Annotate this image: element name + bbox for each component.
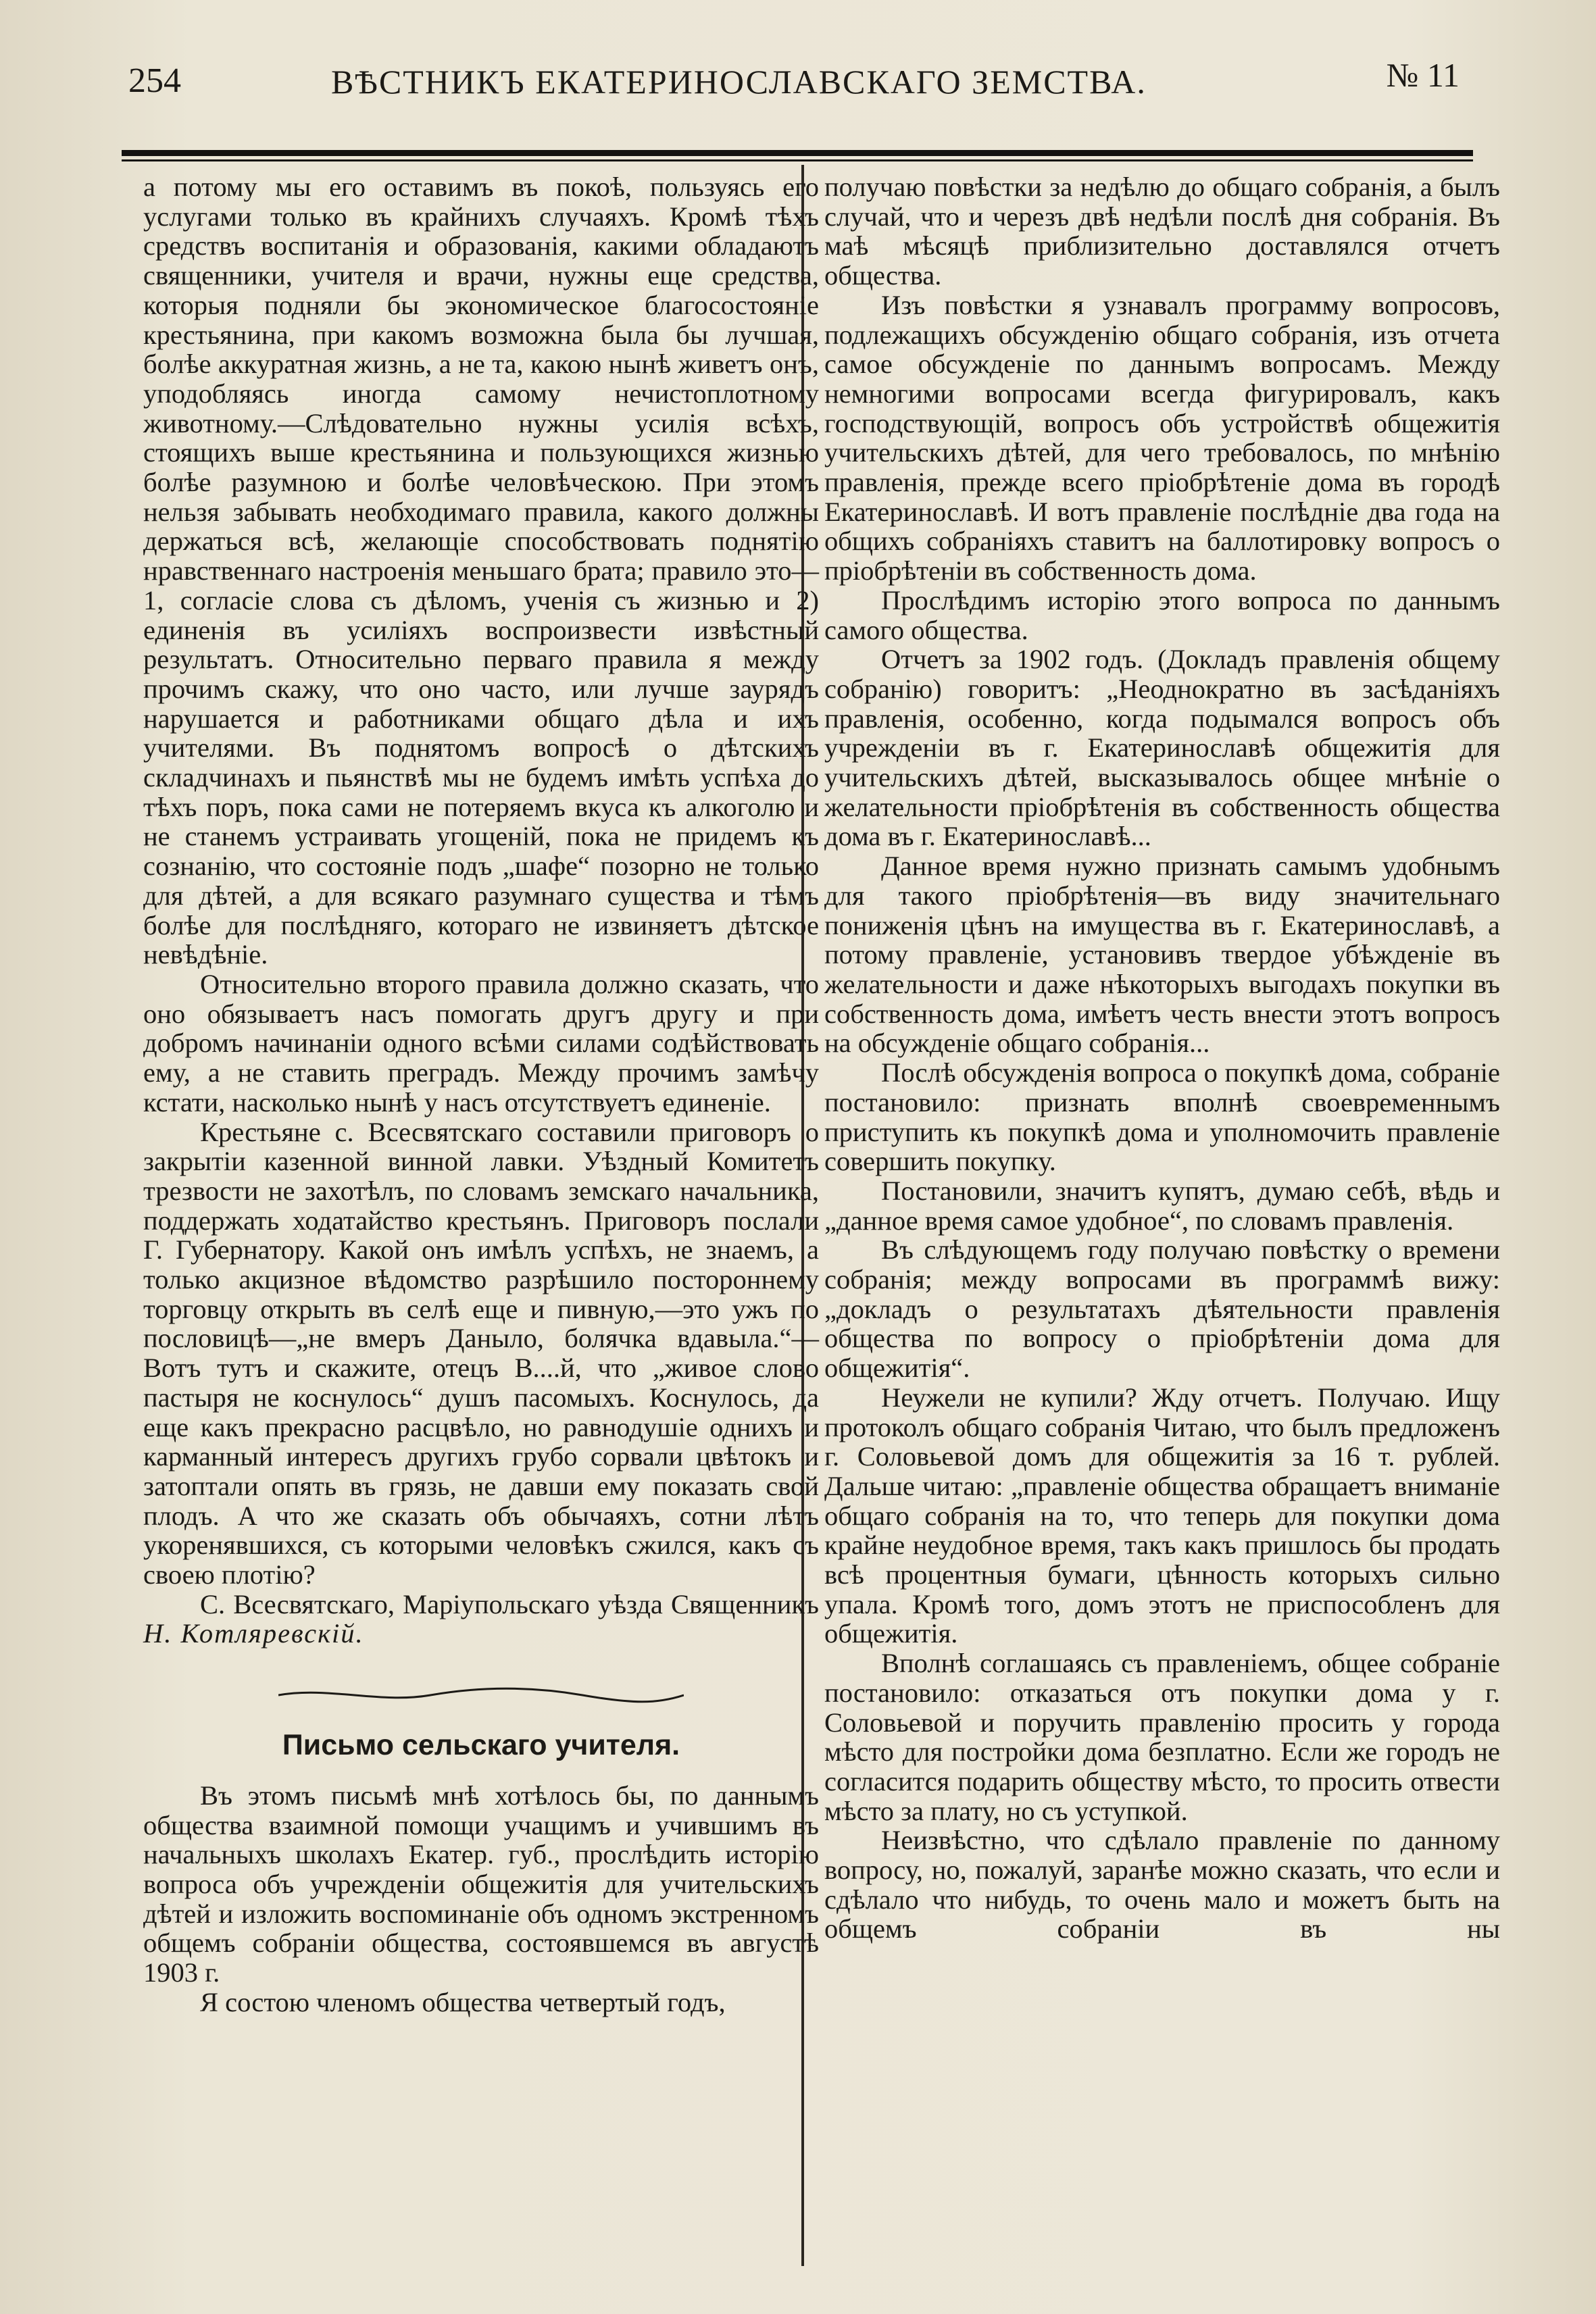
signature-name: Н. Котляревскій. bbox=[143, 1618, 364, 1649]
paragraph: Послѣ обсужденія вопроса о покупкѣ дома, собраніе постановило: признать вполнѣ своевременнымъ приступить къ покупкѣ дома и уполномочить правленіе совершить покупку. bbox=[824, 1057, 1500, 1177]
signature-line bbox=[143, 1590, 819, 1649]
paragraph: Крестьяне с. Всесвятскаго составили приговоръ о закрытіи казенной винной лавки. Уѣздный Комитетъ трезвости не захотѣлъ, по словамъ земскаго начальника, поддержать ходатайство крестьянъ. Приговоръ послали Г. Губернатору. Какой онъ имѣлъ успѣхъ, не знаемъ, а только акцизное вѣдомство разрѣшило постороннему торговцу открыть въ селѣ еще и пивную,—это ужъ по пословицѣ—„не вмеръ Даныло, болячка вдавыла.“—Вотъ тутъ и скажите, отецъ В....й, что „живое слово пастыря не коснулось“ душъ пасомыхъ. Коснулось, да еще какъ прекрасно расцвѣло, но равнодушіе однихъ и карманный интересъ другихъ грубо сорвали цвѣтокъ и затоптали опять въ грязь, не давши ему показать свой плодъ. А что же сказать объ обычаяхъ, сотни лѣтъ укоренявшихся, съ которыми человѣкъ сжился, какъ съ своею плотію? bbox=[143, 1116, 819, 1590]
paragraph: Въ слѣдующемъ году получаю повѣстку о времени собранія; между вопросами въ программѣ вижу: „докладъ о результатахъ дѣятельности правленія общества по вопросу о пріобрѣтеніи дома для общежитія“. bbox=[824, 1234, 1500, 1384]
journal-title: ВѢСТНИКЪ ЕКАТЕРИНОСЛАВСКАГО ЗЕМСТВА. bbox=[331, 63, 1147, 101]
signature-place: С. Всесвятскаго, Маріупольскаго уѣзда Священникъ bbox=[200, 1588, 819, 1619]
header-rule-thick bbox=[122, 150, 1473, 156]
paragraph: Вполнѣ соглашаясь съ правленіемъ, общее собраніе постановило: отказаться отъ покупки дома у г. Соловьевой и поручить правленію просить у города мѣсто для постройки дома безплатно. Если же городъ не согласится подарить обществу мѣсто, то просить отвести мѣсто за плату, но съ уступкой. bbox=[824, 1648, 1500, 1826]
page-number: 254 bbox=[128, 61, 181, 100]
paragraph: Относительно второго правила должно сказать, что оно обязываетъ насъ помогать другъ другу и при добромъ начинаніи одного всѣми силами содѣйствовать ему, а не ставить преградъ. Между прочимъ замѣчу кстати, насколько нынѣ у насъ отсутствуетъ единеніе. bbox=[143, 968, 819, 1117]
paragraph: а потому мы его оставимъ въ покоѣ, пользуясь его услугами только въ крайнихъ случаяхъ. Кромѣ тѣхъ средствъ воспитанія и образованія, какими обладаютъ священники, учителя и врачи, нужны еще средства, которыя подняли бы экономическое благосостояніе крестьянина, при какомъ возможна была бы лучшая, болѣе аккуратная жизнь, а не та, какою нынѣ живетъ онъ, уподобляясь иногда самому нечистоплотному животному.—Слѣдовательно нужны усилія всѣхъ, стоящихъ выше крестьянина и пользующихся жизнью болѣе разумною и болѣе человѣческою. При этомъ нельзя забывать необходимаго правила, какого должны держаться всѣ, желающіе способствовать поднятію нравственнаго настроенія меньшаго брата; правило это—1, согласіе слова съ дѣломъ, ученія съ жизнью и 2) единенія въ усиліяхъ воспроизвести извѣстный результатъ. Относительно перваго правила я между прочимъ скажу, что оно часто, или лучше заурядъ нарушается и работниками общаго дѣла и ихъ учителями. Въ поднятомъ вопросѣ о дѣтскихъ складчинахъ и пьянствѣ мы не будемъ имѣть успѣха до тѣхъ поръ, пока сами не потеряемъ вкуса къ алкоголю и не станемъ устраивать угощеній, пока не придемъ къ сознанію, что состояніе подъ „шафе“ позорно не только для дѣтей, а для всякаго разумнаго существа и тѣмъ болѣе для послѣдняго, котораго не извиняетъ дѣтское невѣдѣніе. bbox=[143, 172, 819, 970]
paragraph: Прослѣдимъ исторію этого вопроса по даннымъ самого общества. bbox=[824, 584, 1500, 645]
paragraph: получаю повѣстки за недѣлю до общаго собранія, а былъ случай, что и черезъ двѣ недѣли послѣ дня собранія. Въ маѣ мѣсяцѣ приблизительно доставлялся отчетъ общества. bbox=[824, 172, 1500, 291]
paragraph: Отчетъ за 1902 годъ. (Докладъ правленія общему собранію) говоритъ: „Неоднократно въ засѣданіяхъ правленія, особенно, когда подымался вопросъ объ учрежденіи въ г. Екатеринославѣ общежитія для учительскихъ дѣтей, высказывалось общее мнѣніе о желательности пріобрѣтенія въ собственность общества дома въ г. Екатеринославѣ... bbox=[824, 644, 1500, 852]
paragraph: Неужели не купили? Жду отчетъ. Получаю. Ищу протоколъ общаго собранія Читаю, что былъ предложенъ г. Соловьевой домъ для общежитія за 16 т. рублей. Дальше читаю: „правленіе общества обращаетъ вниманіе общаго собранія на то, что теперь для покупки дома крайне неудобное время, такъ какъ пришлось бы продать всѣ процентныя бумаги, цѣнность которыхъ сильно упала. Кромѣ того, домъ этотъ не приспособленъ для общежитія. bbox=[824, 1382, 1500, 1649]
header-rule-thin bbox=[122, 159, 1473, 161]
paragraph: Данное время нужно признать самымъ удобнымъ для такого пріобрѣтенія—въ виду значительнаго пониженія цѣнъ на имущества въ г. Екатеринославѣ, а потому правленіе, установивъ твердое убѣжденіе въ желательности и даже нѣкоторыхъ выгодахъ покупки въ собственность дома, имѣетъ честь внести этотъ вопросъ на обсужденіе общаго собранія... bbox=[824, 851, 1500, 1059]
page-header bbox=[122, 55, 1473, 116]
section-title: Письмо сельскаго учителя. bbox=[282, 1729, 680, 1762]
issue-number: № 11 bbox=[1386, 56, 1460, 94]
section-divider-ornament bbox=[278, 1686, 684, 1704]
paragraph: Я состою членомъ общества четвертый годъ, bbox=[200, 1986, 726, 2017]
paragraph: Изъ повѣстки я узнавалъ программу вопросовъ, подлежащихъ обсужденію общаго собранія, изъ отчета самое обсужденіе по даннымъ вопросамъ. Между немногими вопросами всегда фигурировалъ, какъ господствующій, вопросъ объ устройствѣ общежитія учительскихъ дѣтей, для чего требовалось, по мнѣнію правленія, прежде всего пріобрѣтеніе дома въ городѣ Екатеринославѣ. И вотъ правленіе послѣдніе два года на общихъ собраніяхъ ставитъ на баллотировку вопросъ о пріобрѣтеніи въ собственность дома. bbox=[824, 289, 1500, 586]
paragraph: Неизвѣстно, что сдѣлало правленіе по данному вопросу, но, пожалуй, заранѣе можно сказать, что если и сдѣлало что нибудь, то очень мало и можетъ быть на общемъ собраніи въ ны bbox=[824, 1825, 1500, 1944]
left-column bbox=[143, 172, 819, 2017]
paragraph: Въ этомъ письмѣ мнѣ хотѣлось бы, по даннымъ общества взаимной помощи учащимъ и учившимъ въ начальныхъ школахъ Екатер. губ., прослѣдить исторію вопроса объ учрежденіи общежитія для учительскихъ дѣтей и изложить воспоминаніе объ одномъ экстренномъ общемъ собраніи общества, состоявшемся въ августѣ 1903 г. bbox=[143, 1780, 819, 1988]
right-column bbox=[824, 172, 1500, 1944]
paragraph: Постановили, значитъ купятъ, думаю себѣ, вѣдь и „данное время самое удобное“, по словамъ правленія. bbox=[824, 1175, 1500, 1236]
